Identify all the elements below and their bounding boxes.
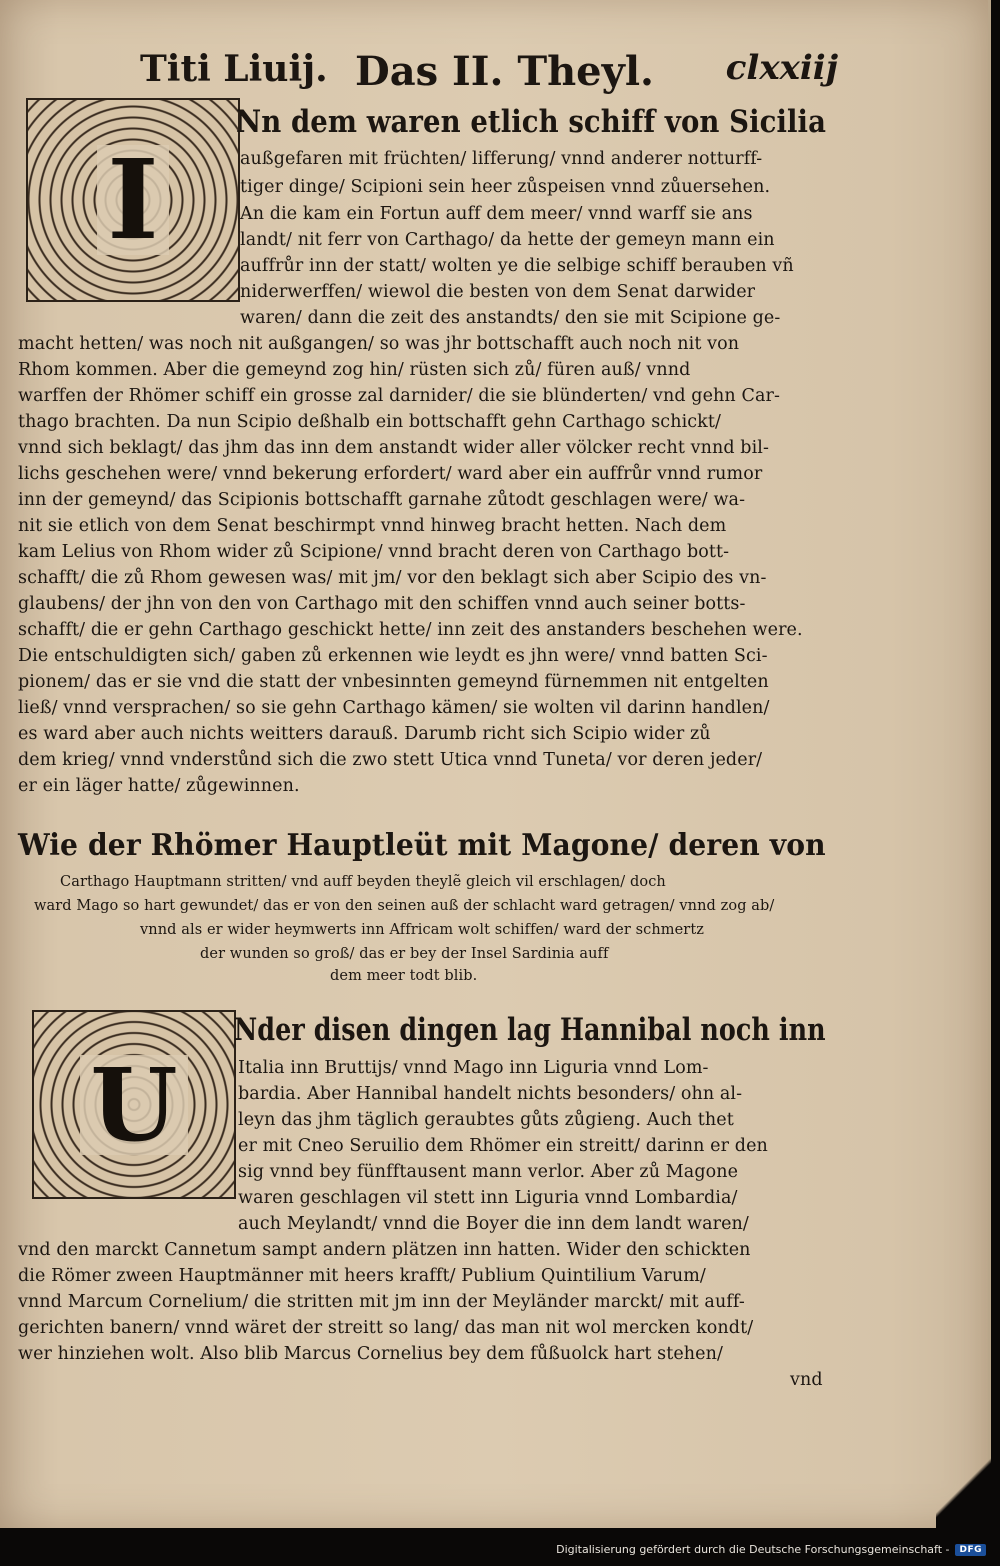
text-line: er ein läger hatte/ zůgewinnen.	[18, 776, 300, 796]
text-line: gerichten banern/ vnnd wäret der streitt so lang/ das man nit wol mercken kondt/	[18, 1318, 754, 1338]
text-line: es ward aber auch nichts weitters darauß. Darumb richt sich Scipio wider zů	[18, 724, 711, 744]
text-line: An die kam ein Fortun auff dem meer/ vnnd warff sie ans	[240, 204, 753, 224]
text-line: Nn dem waren etlich schiff von Sicilia	[236, 104, 827, 140]
chapter-heading: Wie der Rhömer Hauptleüt mit Magone/ deren von	[18, 828, 826, 863]
text-line: vnd den marckt Cannetum sampt andern plätzen inn hatten. Wider den schickten	[18, 1240, 751, 1260]
text-line: thago brachten. Da nun Scipio deßhalb ein bottschafft gehn Carthago schickt/	[18, 412, 721, 432]
text-line: niderwerffen/ wiewol die besten von dem Senat darwider	[240, 282, 756, 302]
text-line: Nder disen dingen lag Hannibal noch inn	[234, 1012, 826, 1048]
text-line: Rhom kommen. Aber die gemeynd zog hin/ rüsten sich zů/ füren auß/ vnnd	[18, 360, 691, 380]
text-line: waren geschlagen vil stett inn Liguria vnnd Lombardia/	[238, 1188, 738, 1208]
text-line: glaubens/ der jhn von den von Carthago mit den schiffen vnnd auch seiner botts-	[18, 594, 746, 614]
text-line: außgefaren mit früchten/ lifferung/ vnnd anderer notturff-	[240, 149, 763, 169]
chapter-summary-line: Carthago Hauptmann stritten/ vnd auff beyden theylẽ gleich vil erschlagen/ doch	[60, 874, 666, 890]
text-line: tiger dinge/ Scipioni sein heer zůspeisen vnnd zůuersehen.	[240, 177, 771, 197]
text-line: landt/ nit ferr von Carthago/ da hette der gemeyn mann ein	[240, 230, 775, 250]
chapter-summary-line: dem meer todt blib.	[330, 968, 478, 984]
initial-letter-1: I	[97, 145, 168, 255]
text-line: schafft/ die zů Rhom gewesen was/ mit jm/ vor den beklagt sich aber Scipio des vn-	[18, 568, 767, 588]
text-line: auffrůr inn der statt/ wolten ye die selbige schiff berauben vñ	[240, 256, 794, 276]
chapter-summary-line: ward Mago so hart gewundet/ das er von den seinen auß der schlacht ward getragen/ vnnd zog ab/	[34, 898, 775, 914]
folio-number: clxxiij	[725, 48, 838, 88]
running-head	[140, 48, 838, 98]
text-line: leyn das jhm täglich geraubtes gůts zůgieng. Auch thet	[238, 1110, 734, 1130]
text-line: wer hinziehen wolt. Also blib Marcus Cornelius bey dem fůßuolck hart stehen/	[18, 1344, 724, 1364]
text-line: vnnd Marcum Cornelium/ die stritten mit jm inn der Meyländer marckt/ mit auff-	[18, 1292, 745, 1312]
chapter-summary-line: der wunden so groß/ das er bey der Insel Sardinia auff	[200, 946, 609, 962]
text-line: er mit Cneo Seruilio dem Rhömer ein streitt/ darinn er den	[238, 1136, 768, 1156]
text-line: lichs geschehen were/ vnnd bekerung erfordert/ ward aber ein auffrůr vnnd rumor	[18, 464, 763, 484]
decorated-initial-2	[32, 1010, 236, 1199]
running-head-center: Das II. Theyl.	[355, 48, 654, 95]
text-line: Italia inn Bruttijs/ vnnd Mago inn Liguria vnnd Lom-	[238, 1058, 709, 1078]
text-line: macht hetten/ was noch nit außgangen/ so was jhr bottschafft auch noch nit von	[18, 334, 740, 354]
text-line: sig vnnd bey fünfftausent mann verlor. Aber zů Magone	[238, 1162, 739, 1182]
digitization-credit	[556, 1543, 986, 1556]
text-line: dem krieg/ vnnd vnderstůnd sich die zwo stett Utica vnnd Tuneta/ vor deren jeder/	[18, 750, 763, 770]
text-line: pionem/ das er sie vnd die statt der vnbesinnten gemeynd fürnemmen nit entgelten	[18, 672, 769, 692]
text-line: Die entschuldigten sich/ gaben zů erkennen wie leydt es jhn were/ vnnd batten Sci-	[18, 646, 768, 666]
text-line: inn der gemeynd/ das Scipionis bottschafft garnahe zůtodt geschlagen were/ wa-	[18, 490, 746, 510]
credit-text: Digitalisierung gefördert durch die Deutsche Forschungsgemeinschaft -	[556, 1543, 950, 1556]
text-line: vnnd sich beklagt/ das jhm das inn dem anstandt wider aller völcker recht vnnd bil-	[18, 438, 770, 458]
running-head-left: Titi Liuij.	[140, 48, 328, 90]
initial-letter-2: U	[80, 1055, 187, 1155]
text-line: nit sie etlich von dem Senat beschirmpt vnnd hinweg bracht hetten. Nach dem	[18, 516, 727, 536]
text-line: warffen der Rhömer schiff ein grosse zal darnider/ die sie blünderten/ vnd gehn Car-	[18, 386, 780, 406]
text-line: bardia. Aber Hannibal handelt nichts besonders/ ohn al-	[238, 1084, 743, 1104]
text-line: die Römer zween Hauptmänner mit heers krafft/ Publium Quintilium Varum/	[18, 1266, 706, 1286]
chapter-summary-line: vnnd als er wider heymwerts inn Affricam wolt schiffen/ ward der schmertz	[140, 922, 705, 938]
text-line: kam Lelius von Rhom wider zů Scipione/ vnnd bracht deren von Carthago bott-	[18, 542, 730, 562]
text-line: auch Meylandt/ vnnd die Boyer die inn dem landt waren/	[238, 1214, 749, 1234]
text-line: schafft/ die er gehn Carthago geschickt hette/ inn zeit des anstanders beschehen were.	[18, 620, 803, 640]
text-line: ließ/ vnnd versprachen/ so sie gehn Carthago kämen/ sie wolten vil darinn handlen/	[18, 698, 770, 718]
text-line: waren/ dann die zeit des anstandts/ den sie mit Scipione ge-	[240, 308, 781, 328]
catchword: vnd	[790, 1370, 823, 1390]
dfg-logo[interactable]: DFG	[955, 1544, 986, 1556]
decorated-initial-1	[26, 98, 240, 302]
